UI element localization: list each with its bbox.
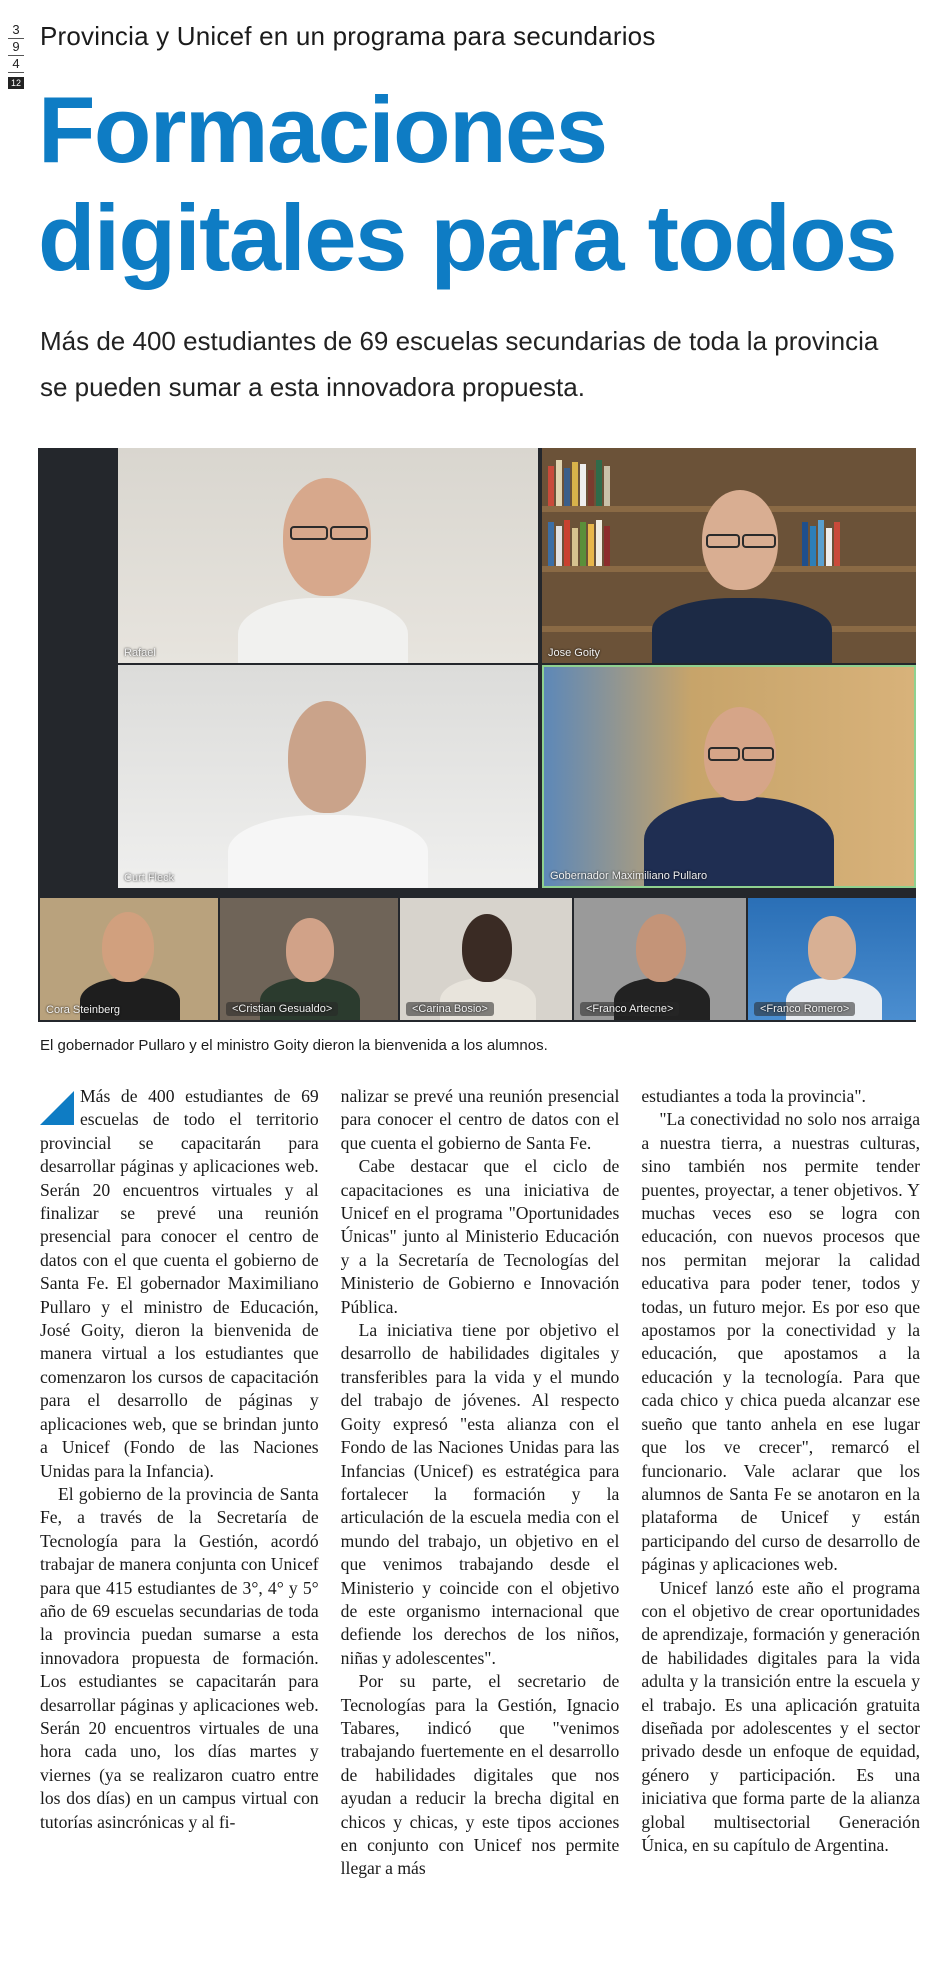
- books: [802, 518, 840, 566]
- headline: [38, 76, 928, 292]
- triangle-icon: [40, 1091, 74, 1125]
- participant-label: <Cristian Gesualdo>: [226, 1002, 338, 1016]
- participant-label: Gobernador Maximiliano Pullaro: [550, 870, 708, 882]
- paragraph: [40, 1085, 319, 1483]
- glasses-icon: [706, 534, 740, 548]
- tile-curt-fleck: [118, 665, 538, 888]
- person-head: [286, 918, 334, 982]
- participant-label: <Carina Bosio>: [406, 1002, 494, 1016]
- person-body: [238, 598, 408, 663]
- participant-label: Cora Steinberg: [46, 1004, 120, 1016]
- paragraph: Cabe destacar que el ciclo de capacitaciones es una iniciativa de Unicef en el programa "Oportunidades Únicas" junto al Ministerio Educación y a la Secretaría de Tecnologías del Ministerio de Gobierno e Innovación Pública.: [340, 1156, 620, 1317]
- article-body: [40, 1085, 920, 1945]
- paragraph: nalizar se prevé una reunión presencial para conocer el centro de datos con el que cuenta el gobierno de Santa Fe.: [340, 1086, 620, 1153]
- kicker: Provincia y Unicef en un programa para secundarios: [40, 21, 656, 51]
- paragraph: Unicef lanzó este año el programa con el objetivo de crear oportunidades de aprendizaje, formación y generación de habilidades digitales para la vida adulta y la transición entre la escuela y el trabajo. Es una aplicación gratuita diseñada por adolescentes y el sector privado desde un enfoque de equidad, género y participación. Es una iniciativa que forma parte de la alianza global multisectorial Generación Única, en su capítulo de Argentina.: [641, 1577, 921, 1855]
- glasses-icon: [708, 747, 740, 761]
- page-tag-digit: 4: [8, 56, 24, 73]
- paragraph: "La conectividad no solo nos arraiga a nuestra tierra, a nuestras culturas, sino también nos permite tender puentes, proyectar, a tener objetivos. Y muchas veces eso se logra con educación, con nuevos procesos que nos permitan mejorar la calidad educativa para poder tener, todos y todas, un futuro mejor. Es por eso que apostamos por la conectividad y la educación, que apostamos a la educación y la tecnología. Para que cada chico y chica pueda alcanzar ese sueño que tanto anhela en ese lugar que los ve crecer", remarcó el funcionario. Vale aclarar que los alumnos de Santa Fe se anotaron en la plataforma de Unicef y están participando del curso de desarrollo de páginas y aplicaciones web.: [641, 1109, 921, 1575]
- participant-label: <Franco Artecne>: [580, 1002, 679, 1016]
- person-head: [808, 916, 856, 980]
- person-head: [462, 914, 512, 982]
- paragraph: Por su parte, el secretario de Tecnologías para la Gestión, Ignacio Tabares, indicó que "venimos trabajando fuertemente en el desarrollo de habilidades digitales que nos ayudan a reducir la brecha digital en chicos y chicas, y este tipos acciones en conjunto con Unicef nos permite llegar a más: [340, 1671, 620, 1879]
- deck-subtitle: Más de 400 estudiantes de 69 escuelas secundarias de toda la provincia se pueden sumar a esta innovadora propuesta.: [40, 326, 879, 402]
- paragraph: La iniciativa tiene por objetivo el desarrollo de habilidades digitales y transferibles para la vida y el mundo del trabajo de jóvenes. Al respecto Goity expresó "esta alianza con el Fondo de las Naciones Unidas para las Infancias (Unicef) es estratégica para fortalecer la formación y la articulación de la escuela media con el mundo del trabajo, un objetivo en el que venimos trabajando desde el Ministerio y coincide con el objetivo de este organismo internacional que defiende los derechos de los niños, niñas y adolescentes".: [340, 1320, 620, 1668]
- person-body: [228, 815, 428, 888]
- thumb-cristian: [220, 898, 398, 1020]
- thumb-franco-romero: [748, 898, 916, 1020]
- person-body: [652, 598, 832, 663]
- headline-line-1: Formaciones: [38, 77, 607, 182]
- paragraph-text: Más de 400 estudiantes de 69 escuelas de todo el territorio provincial se capacitarán para desarrollar páginas y aplicaciones web. Serán 20 encuentros virtuales y al finalizar se prevé una reunión presencial para conocer el centro de datos con el que cuenta el gobierno de Santa Fe. El gobernador Maximiliano Pullaro y el ministro de Educación, José Goity, dieron la bienvenida de manera virtual a los estudiantes que comenzaron los cursos de capacitación para el desarrollo de páginas y aplicaciones web, que se brindan junto a Unicef (Fondo de las Naciones Unidas para la Infancia).: [40, 1086, 319, 1481]
- person-head: [288, 701, 366, 813]
- page-tag: [8, 22, 24, 89]
- tile-gobernador: [542, 665, 916, 888]
- column-1: [40, 1085, 319, 1945]
- column-3: [641, 1085, 920, 1945]
- glasses-icon: [742, 747, 774, 761]
- participant-label: Curt Fleck: [124, 872, 175, 884]
- photo-caption: El gobernador Pullaro y el ministro Goity dieron la bienvenida a los alumnos.: [40, 1037, 548, 1054]
- thumb-franco-artecne: [574, 898, 746, 1020]
- page-tag-digit: 3: [8, 22, 24, 39]
- video-call-photo: [38, 448, 916, 1022]
- paragraph: El gobierno de la provincia de Santa Fe, a través de la Secretaría de Tecnología para la Gestión, acordó trabajar de manera conjunta con Unicef para que 415 estudiantes de 3°, 4° y 5° año de 69 escuelas secundarias de toda la provincia puedan sumarse a esta innovadora propuesta de formación. Los estudiantes se capacitarán para desarrollar páginas y aplicaciones web. Serán 20 encuentros virtuales de una hora cada uno, los días martes y viernes (ya se realizaron cuatro entre los dos días) en un campus virtual con tutorías asincrónicas y al fi-: [40, 1483, 319, 1832]
- thumb-carina: [400, 898, 572, 1020]
- tile-jose-goity: [542, 448, 916, 663]
- headline-line-2: digitales para todos: [38, 185, 896, 290]
- thumb-cora: [40, 898, 218, 1020]
- person-head: [102, 912, 154, 982]
- books: [548, 518, 610, 566]
- paragraph: estudiantes a toda la provincia".: [641, 1086, 866, 1106]
- glasses-icon: [330, 526, 368, 540]
- glasses-icon: [290, 526, 328, 540]
- books: [548, 458, 610, 506]
- page-number: 12: [8, 77, 24, 89]
- glasses-icon: [742, 534, 776, 548]
- column-2: [341, 1085, 620, 1945]
- tile-rafael: [118, 448, 538, 663]
- participant-label: <Franco Romero>: [754, 1002, 855, 1016]
- person-head: [636, 914, 686, 982]
- page-tag-digit: 9: [8, 39, 24, 56]
- participant-label: Jose Goity: [548, 647, 600, 659]
- participant-label: Rafael: [124, 647, 156, 659]
